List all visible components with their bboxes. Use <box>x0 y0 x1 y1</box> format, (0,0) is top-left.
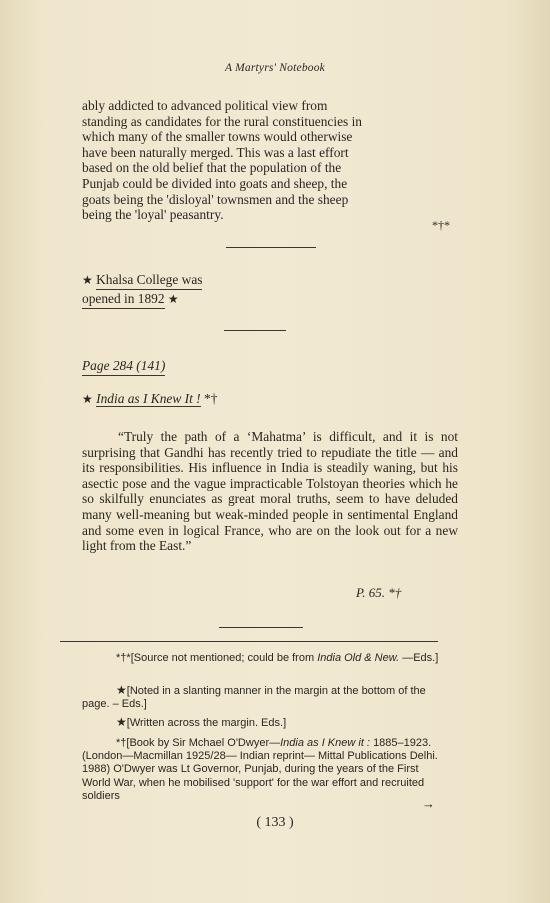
running-header: A Martyrs' Notebook <box>225 62 325 74</box>
section-divider <box>224 330 286 331</box>
continue-arrow-icon: → <box>422 796 435 811</box>
footnote-mark: *† <box>204 391 218 406</box>
text-line: based on the old belief that the population of the <box>82 160 342 176</box>
khalsa-line-2: opened in 1892 <box>82 290 165 309</box>
text-line: have been naturally merged. This was a last effort <box>82 144 349 160</box>
text-line: standing as candidates for the rural constituencies in <box>82 113 363 129</box>
footnote-text: [Written across the margin. Eds.] <box>126 717 287 729</box>
footnote-text: 1885–1923. (London—Macmillan 1925/28— Indian reprint— Mittal Publications Delhi. 1988) O'Dwyer was Lt Governor, Punjab, during the years of the First World War, when he mobilised 'support' for the war effort and recruited soldiers <box>82 737 438 802</box>
footnote-mark: *†* <box>432 218 450 232</box>
paragraph-political-views <box>82 98 458 223</box>
page-number: ( 133 ) <box>256 815 294 830</box>
text-line: ably addicted to advanced political view from <box>82 98 328 113</box>
khalsa-line-1: Khalsa College was <box>96 271 202 290</box>
khalsa-note <box>82 271 202 309</box>
quote-page-ref: P. 65. *† <box>356 585 402 600</box>
text-line: being the 'loyal' peasantry. <box>82 207 224 223</box>
footnote-margin <box>82 716 446 730</box>
footnote-slanting <box>82 684 446 711</box>
star-icon: ★ <box>82 273 93 287</box>
footnote-text: [Source not mentioned; could be from <box>130 652 315 664</box>
footnote-text: —Eds.] <box>402 652 439 664</box>
footnote-source <box>82 652 446 665</box>
text-line: Punjab could be divided into goats and sheep, the <box>82 175 348 191</box>
section-divider <box>219 627 303 628</box>
footnote-book <box>82 737 446 803</box>
book-heading <box>82 391 217 407</box>
footnote-rule <box>60 641 438 642</box>
star-icon: ★ <box>167 292 179 306</box>
footnote-text: [Book by Sir Mchael O'Dwyer— <box>126 737 281 749</box>
star-icon: ★ <box>116 683 127 697</box>
gandhi-quote: “Truly the path of a ‘Mahatma’ is difficult, and it is not surprising that Gandhi has recently tried to repudiate the title — and its responsibilities. His influence in India is steadily waning, but his asectic pose and the vague impracticable Tolstoyan theories which he so skilfully enunciates as great moral truths, seem to have deluded many well-meaning but weak-minded people in sentimental England and some even in logical France, who are on the look out for a new light from the East.” <box>82 429 458 554</box>
star-icon: ★ <box>82 392 93 406</box>
star-icon: ★ <box>116 715 127 729</box>
footnote-text: [Noted in a slanting manner in the margin at the bottom of the page. – Eds.] <box>82 685 426 711</box>
section-divider <box>226 247 316 248</box>
footnote-mark: *† <box>116 737 127 749</box>
footnote-italic: India as I Knew it : <box>280 737 370 749</box>
book-title: India as I Knew It ! <box>96 391 201 406</box>
footnote-italic: India Old & New. <box>317 652 400 664</box>
footnote-mark: *†* <box>116 652 131 664</box>
text-line: which many of the smaller towns would otherwise <box>82 129 353 145</box>
text-line: goats being the 'disloyal' townsmen and the sheep <box>82 191 349 207</box>
page-reference: Page 284 (141) <box>82 358 165 376</box>
